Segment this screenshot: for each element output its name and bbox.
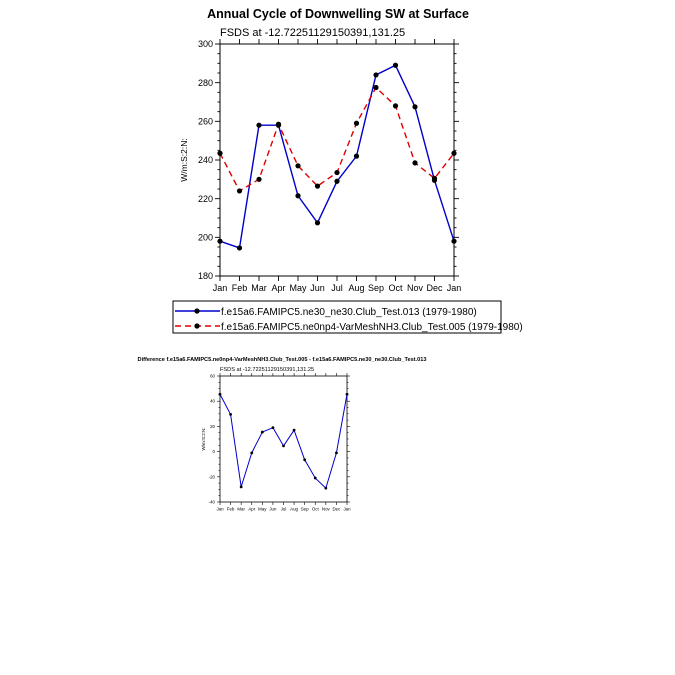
series-1-marker [314,477,317,480]
y-tick-label: 180 [197,271,213,282]
x-tick-label: Apr [248,506,256,512]
x-tick-label: Jul [280,506,287,512]
y-tick-label: 280 [197,77,213,88]
series-2-marker [237,188,242,193]
series-1-marker [295,193,300,198]
series-1-marker [354,154,359,159]
series-1-marker [346,393,349,396]
difference-chart [138,357,427,511]
legend-label-series2: f.e15a6.FAMIPC5.ne0np4-VarMeshNH3.Club_Test.005 (1979-1980) [221,322,523,333]
y-tick-label: 0 [212,449,215,455]
chart1-axis-ticks [215,39,459,281]
series-1-marker [261,431,264,434]
x-tick-label: Jan [446,283,462,293]
x-tick-label: Oct [388,283,403,293]
x-tick-label: Aug [290,506,298,512]
series-2-marker [354,121,359,126]
chart2-series-group [219,393,349,490]
series-line-2 [220,88,454,191]
chart2-ylabel: W/m:S:2:N: [201,427,206,451]
series-1-marker [451,239,456,244]
chart1-plot-frame [220,44,454,276]
x-tick-label: Jun [269,506,277,512]
x-tick-label: May [289,283,307,293]
chart2-x-tick-labels [216,506,351,511]
series-1-marker [315,220,320,225]
chart2-y-tick-labels [209,374,216,505]
series-2-marker [412,160,417,165]
series-1-marker [272,426,275,429]
x-tick-label: Oct [311,506,319,512]
series-1-marker [373,72,378,77]
y-tick-label: -40 [208,499,215,505]
chart2-subtitle: FSDS at -12.72251129150391,131.25 [220,367,315,373]
x-tick-label: Apr [271,283,286,293]
legend-marker-series2 [194,323,199,328]
y-tick-label: -20 [208,474,215,480]
y-tick-label: 60 [210,373,215,379]
x-tick-label: Jun [310,283,325,293]
chart1-title: Annual Cycle of Downwelling SW at Surface [207,7,469,21]
series-2-marker [373,85,378,90]
series-1-marker [334,179,339,184]
series-1-marker [324,487,327,490]
x-tick-label: Feb [231,283,248,293]
x-tick-label: Nov [321,506,330,512]
chart1-legend [173,301,523,333]
series-1-marker [250,451,253,454]
series-line-1 [220,394,347,488]
x-tick-label: Mar [237,506,245,512]
x-tick-label: Jan [343,506,351,512]
x-tick-label: Sep [367,283,385,293]
series-2-marker [217,151,222,156]
series-1-marker [219,393,222,396]
legend-marker-series1 [194,308,199,313]
annual-cycle-chart [173,7,523,333]
chart2-plot-frame [220,376,347,502]
x-tick-label: Mar [251,283,267,293]
series-2-marker [334,170,339,175]
chart2-axis-ticks [217,373,350,505]
x-tick-label: Nov [406,283,424,293]
y-tick-label: 220 [197,193,213,204]
series-1-marker [217,239,222,244]
chart1-subtitle: FSDS at -12.72251129150391,131.25 [220,27,406,39]
series-2-marker [451,151,456,156]
series-1-marker [303,458,306,461]
y-tick-label: 40 [210,398,215,404]
chart1-series-group [217,63,456,251]
series-1-marker [256,123,261,128]
x-tick-label: Feb [226,506,235,512]
legend-label-series1: f.e15a6.FAMIPC5.ne30_ne30.Club_Test.013 (1979-1980) [221,307,477,318]
chart1-ylabel: W/m:S:2:N: [179,138,189,182]
series-line-1 [220,65,454,248]
x-tick-label: Jan [212,283,228,293]
series-2-marker [256,177,261,182]
series-1-marker [229,413,232,416]
series-1-marker [237,245,242,250]
chart1-x-tick-labels [213,283,462,293]
series-1-marker [293,429,296,432]
series-1-marker [412,104,417,109]
series-2-marker [432,176,437,181]
series-2-marker [276,122,281,127]
series-1-marker [393,63,398,68]
y-tick-label: 200 [197,232,213,243]
y-tick-label: 240 [197,155,213,166]
y-tick-label: 300 [197,39,213,50]
x-tick-label: Sep [300,506,309,512]
y-tick-label: 260 [197,116,213,127]
x-tick-label: May [258,506,267,512]
series-1-marker [335,451,338,454]
series-1-marker [282,445,285,448]
y-tick-label: 20 [210,423,215,429]
series-2-marker [315,184,320,189]
series-2-marker [295,163,300,168]
series-2-marker [393,103,398,108]
series-1-marker [240,485,243,488]
x-tick-label: Jan [216,506,224,512]
x-tick-label: Dec [332,506,341,512]
chart1-y-tick-labels [198,39,213,281]
chart2-title: Difference f.e15a6.FAMIPC5.ne0np4-VarMeshNH3.Club_Test.005 - f.e15a6.FAMIPC5.ne30_ne30.Club_Test.013 [137,357,427,363]
x-tick-label: Dec [426,283,443,293]
x-tick-label: Aug [348,283,365,293]
x-tick-label: Jul [331,283,343,293]
